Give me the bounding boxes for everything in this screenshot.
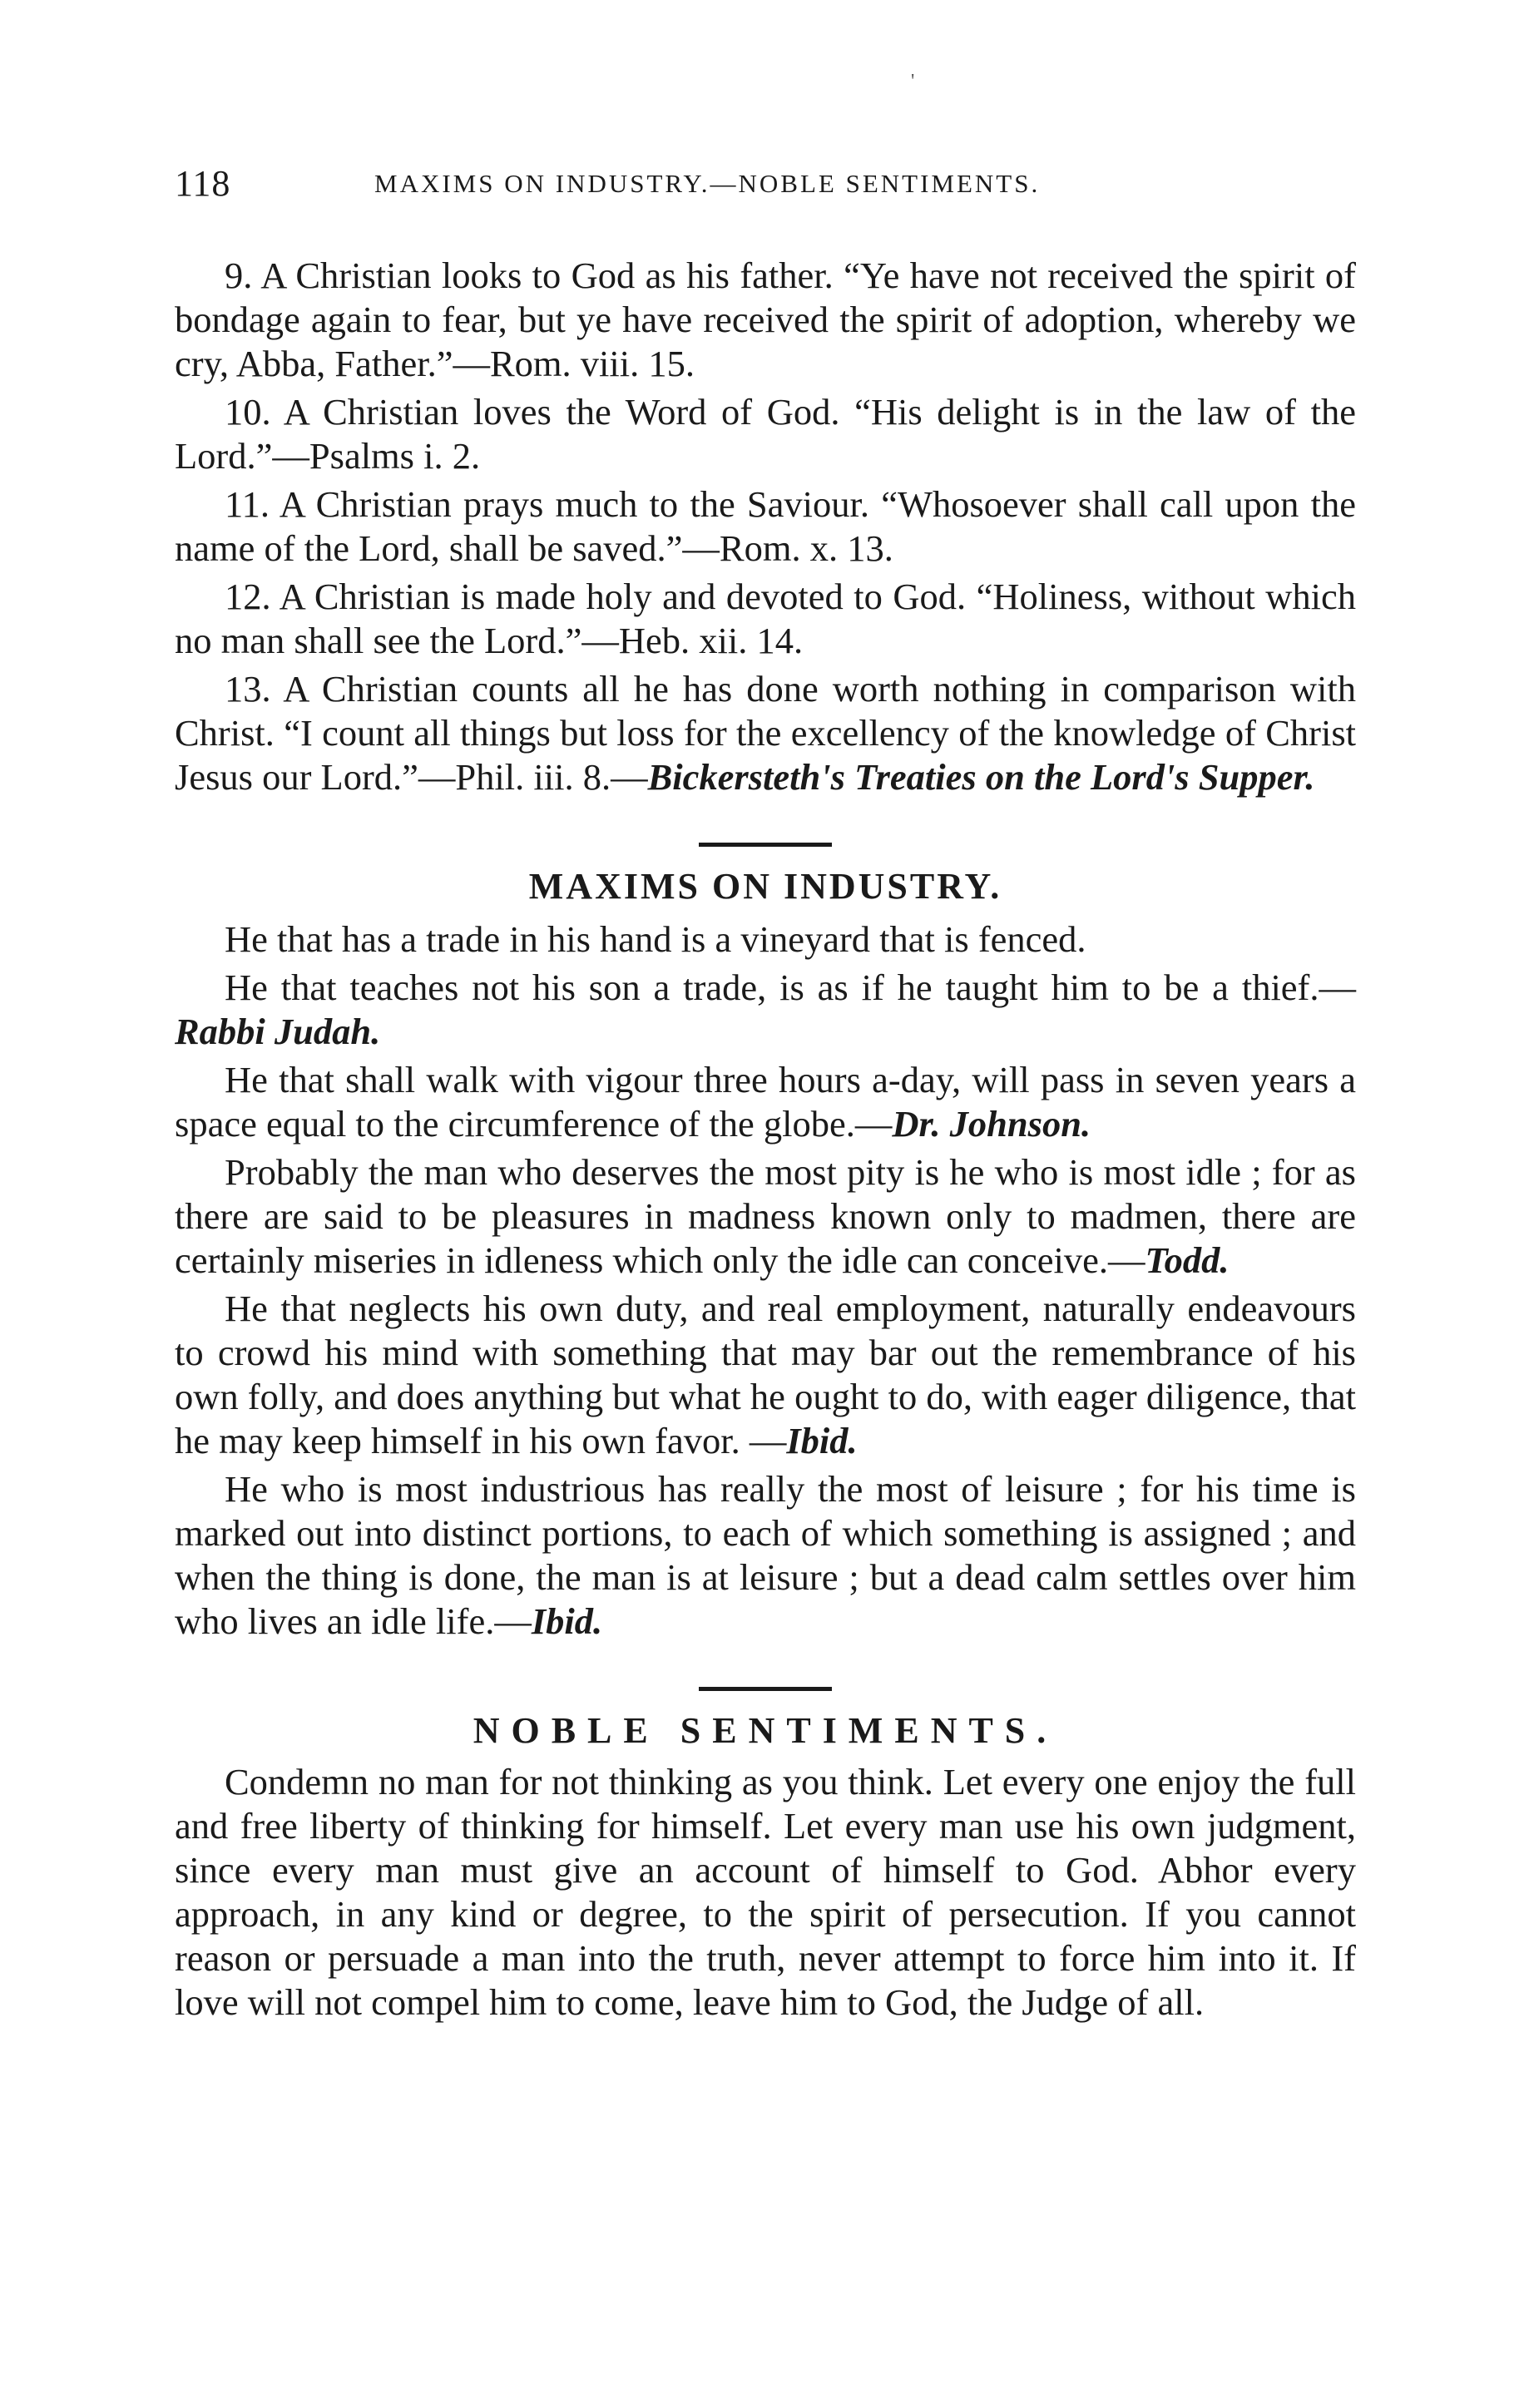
industry-section-title: MAXIMS ON INDUSTRY.: [528, 866, 1002, 907]
industry-maxim-5-citation: Ibid.: [786, 1420, 858, 1461]
page-number: 118: [175, 163, 231, 204]
industry-maxim-5-text: He that neglects his own duty, and real employment, naturally endeavours to crowd his mind with something that may bar out the remembrance of his own folly, and does anything but what he ought to do, with eager diligence, that he may keep himself in his own favor. —: [175, 1288, 1356, 1461]
christian-item-13-citation: Bickersteth's Treaties on the Lord's Supper.: [647, 756, 1315, 798]
noble-section-title: NOBLE SENTIMENTS.: [473, 1710, 1058, 1751]
christian-item-11: 11. A Christian prays much to the Saviour. “Whosoever shall call upon the name of the Lord, shall be saved.”—Rom. x. 13.: [175, 483, 1356, 569]
industry-maxim-2: [175, 966, 1356, 1054]
industry-maxim-6-citation: Ibid.: [531, 1600, 603, 1642]
industry-maxim-4: [175, 1150, 1356, 1283]
industry-maxim-3-text: He that shall walk with vigour three hours a-day, will pass in seven years a space equal to the circumference of the globe.—: [175, 1059, 1356, 1145]
industry-maxim-6-text: He who is most industrious has really the most of leisure ; for his time is marked out into distinct portions, to each of which something is assigned ; and when the thing is done, the man is at leisure ; but a dead calm settles over him who lives an idle life.—: [175, 1468, 1356, 1642]
christian-item-10: 10. A Christian loves the Word of God. “His delight is in the law of the Lord.”—Psalms i. 2.: [175, 391, 1356, 477]
industry-maxim-1-text: He that has a trade in his hand is a vineyard that is fenced.: [225, 918, 1086, 960]
industry-maxim-1: [175, 917, 1356, 962]
page-header: [175, 162, 1364, 212]
running-head: MAXIMS ON INDUSTRY.—NOBLE SENTIMENTS.: [374, 169, 1041, 198]
industry-maxim-6: [175, 1467, 1356, 1644]
industry-maxim-2-citation: Rabbi Judah.: [175, 1011, 381, 1052]
industry-maxim-2-text: He that teaches not his son a trade, is as if he taught him to be a thief.—: [225, 967, 1356, 1008]
christian-item-13: [175, 667, 1356, 799]
industry-maxim-5: [175, 1287, 1356, 1463]
noble-paragraph: Condemn no man for not thinking as you think. Let every one enjoy the full and free liberty of thinking for himself. Let every man use his own judgment, since every man must give an account of himself to God. Abhor every approach, in any kind or degree, to the spirit of persecution. If you cannot reason or persuade a man into the truth, never attempt to force him into it. If love will not compel him to come, leave him to God, the Judge of all.: [175, 1761, 1356, 2023]
industry-maxim-4-citation: Todd.: [1145, 1239, 1230, 1281]
industry-maxim-4-text: Probably the man who deserves the most pity is he who is most idle ; for as there are said to be pleasures in madness known only to madmen, there are certainly miseries in idleness which only the idle can conceive.—: [175, 1151, 1356, 1281]
print-speck: ': [911, 71, 915, 92]
industry-maxim-3: [175, 1058, 1356, 1146]
christian-item-9: 9. A Christian looks to God as his father. “Ye have not received the spirit of bondage again to fear, but ye have received the spirit of adoption, whereby we cry, Abba, Father.”—Rom. viii. 15.: [175, 255, 1356, 384]
industry-maxim-3-citation: Dr. Johnson.: [892, 1103, 1091, 1145]
christian-item-13-text: 13. A Christian counts all he has done worth nothing in comparison with Christ. “I count all things but loss for the excellency of the knowledge of Christ Jesus our Lord.”—Phil. iii. 8.—: [175, 668, 1356, 798]
christian-item-12: 12. A Christian is made holy and devoted to God. “Holiness, without which no man shall see the Lord.”—Heb. xii. 14.: [175, 576, 1356, 661]
body-text: [175, 254, 1356, 2025]
